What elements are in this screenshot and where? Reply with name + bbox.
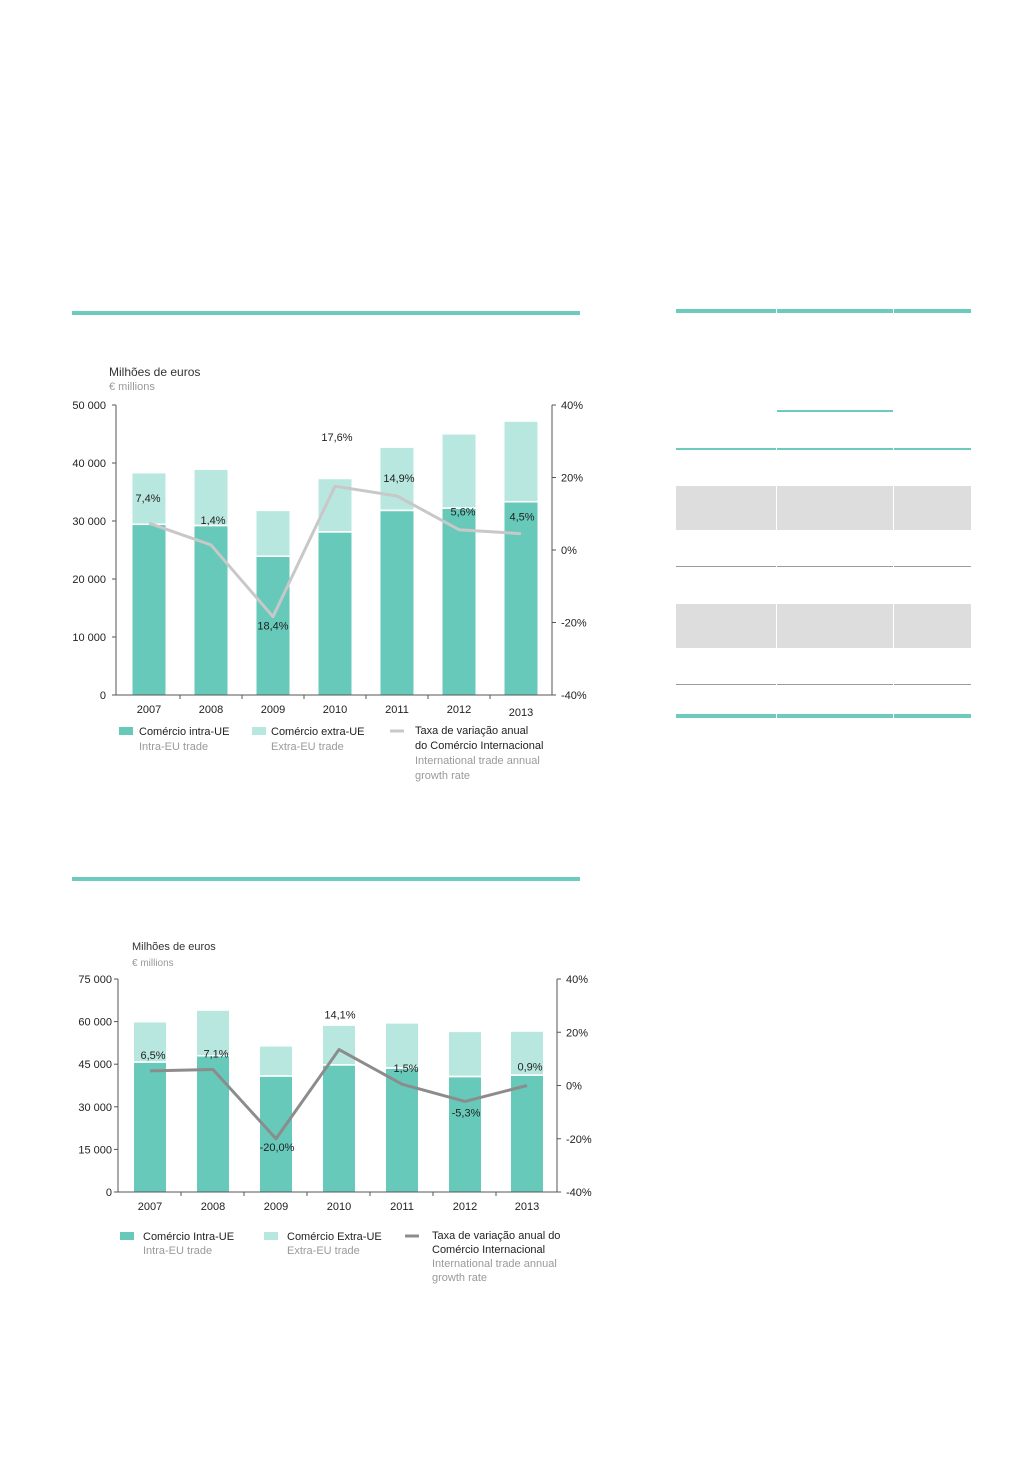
growth-rate-label: 5,6% [450,506,476,519]
y-tick-label-right: -40% [561,690,587,702]
y-tick-label-left: 10 000 [72,632,106,644]
growth-rate-label: 14,9% [383,472,415,485]
y-tick-label-left: 30 000 [78,1101,112,1114]
legend-label-extra-eu: Comércio extra-UE [271,726,365,738]
x-tick-label: 2013 [508,707,534,719]
bar-intra-eu [134,1063,166,1192]
legend-label-intra-eu: Comércio Intra-UE [143,1231,235,1243]
bar-extra-eu [449,1032,481,1076]
y-tick-label-left: 0 [105,1187,112,1199]
y-tick-label-left: 15 000 [78,1144,112,1157]
growth-rate-label: 0,9% [517,1061,543,1074]
bar-intra-eu [260,1077,292,1192]
growth-rate-label: 4,5% [509,511,535,524]
y-tick-label-right: 0% [566,1080,582,1093]
x-tick-label: 2012 [452,1201,478,1213]
legend-label-intra-eu-en: Intra-EU trade [143,1245,213,1257]
legend-swatch-extra-eu [264,1232,278,1240]
growth-rate-label: 7,1% [203,1048,229,1061]
y-tick-label-right: -20% [566,1133,592,1146]
bar-intra-eu [511,1076,543,1192]
y-tick-label-right: -20% [561,617,587,630]
legend-label-growth-rate: Taxa de variação anual do [432,1230,561,1242]
growth-rate-label: 1,4% [200,514,226,527]
growth-rate-label: 17,6% [321,432,353,445]
y-tick-label-left: 20 000 [72,574,106,586]
y-tick-label-left: 0 [99,690,106,702]
legend-label-growth-rate-en: International trade annual [432,1258,557,1270]
legend-label-growth-rate-en: growth rate [415,770,471,782]
x-tick-label: 2009 [260,704,286,716]
legend-label-intra-eu-en: Intra-EU trade [139,741,209,753]
x-tick-label: 2010 [326,1201,352,1213]
y-tick-label-left: 75 000 [78,974,112,986]
legend-label-intra-eu: Comércio intra-UE [139,726,230,738]
y-tick-label-left: 30 000 [72,516,106,528]
growth-rate-label: 1,5% [393,1063,419,1076]
y-tick-label-left: 60 000 [78,1016,112,1029]
x-tick-label: 2013 [514,1201,540,1213]
y-tick-label-left: 45 000 [78,1059,112,1072]
chart2-unit-label-en: € millions [132,958,174,969]
chart1-unit-label-en: € millions [109,381,155,393]
bar-extra-eu [323,1026,355,1064]
x-tick-label: 2008 [198,704,224,716]
legend-label-extra-eu-en: Extra-EU trade [271,741,344,753]
x-tick-label: 2012 [446,704,472,716]
y-tick-label-right: 40% [566,974,589,986]
x-tick-label: 2007 [136,704,162,716]
x-tick-label: 2008 [200,1201,226,1213]
y-tick-label-left: 40 000 [72,458,106,470]
y-tick-label-right: 0% [561,545,577,557]
legend-label-growth-rate-en: growth rate [432,1272,488,1284]
x-tick-label: 2010 [322,704,348,716]
bar-intra-eu [449,1077,481,1192]
bar-intra-eu [197,1057,229,1192]
legend-label-growth-rate: do Comércio Internacional [415,740,544,752]
y-tick-label-right: 20% [561,472,584,485]
y-tick-label-right: 40% [561,400,584,412]
growth-rate-label: 14,1% [324,1009,356,1022]
growth-rate-label: 7,4% [135,493,161,506]
bar-intra-eu [323,1066,355,1192]
x-tick-label: 2009 [263,1201,289,1213]
y-tick-label-right: -40% [566,1187,592,1199]
legend-label-growth-rate: Comércio Internacional [432,1244,546,1256]
growth-rate-label: 18,4% [257,620,289,633]
x-tick-label: 2011 [385,704,409,716]
legend-swatch-intra-eu [120,1232,134,1240]
chart2-unit-label: Milhões de euros [132,941,216,953]
x-tick-label: 2011 [390,1201,414,1213]
growth-rate-label: 6,5% [140,1049,166,1062]
x-tick-label: 2007 [137,1201,163,1213]
legend-label-growth-rate-en: International trade annual [415,755,540,767]
y-tick-label-right: 20% [566,1027,589,1040]
chart1-unit-label: Milhões de euros [109,365,201,379]
bar-extra-eu [260,1047,292,1076]
legend-label-growth-rate: Taxa de variação anual [415,725,529,737]
growth-rate-label: -5,3% [451,1107,481,1120]
growth-rate-label: -20,0% [259,1141,295,1154]
legend-label-extra-eu: Comércio Extra-UE [287,1231,382,1243]
legend-label-extra-eu-en: Extra-EU trade [287,1245,360,1257]
y-tick-label-left: 50 000 [72,400,106,412]
bar-extra-eu [386,1024,418,1068]
